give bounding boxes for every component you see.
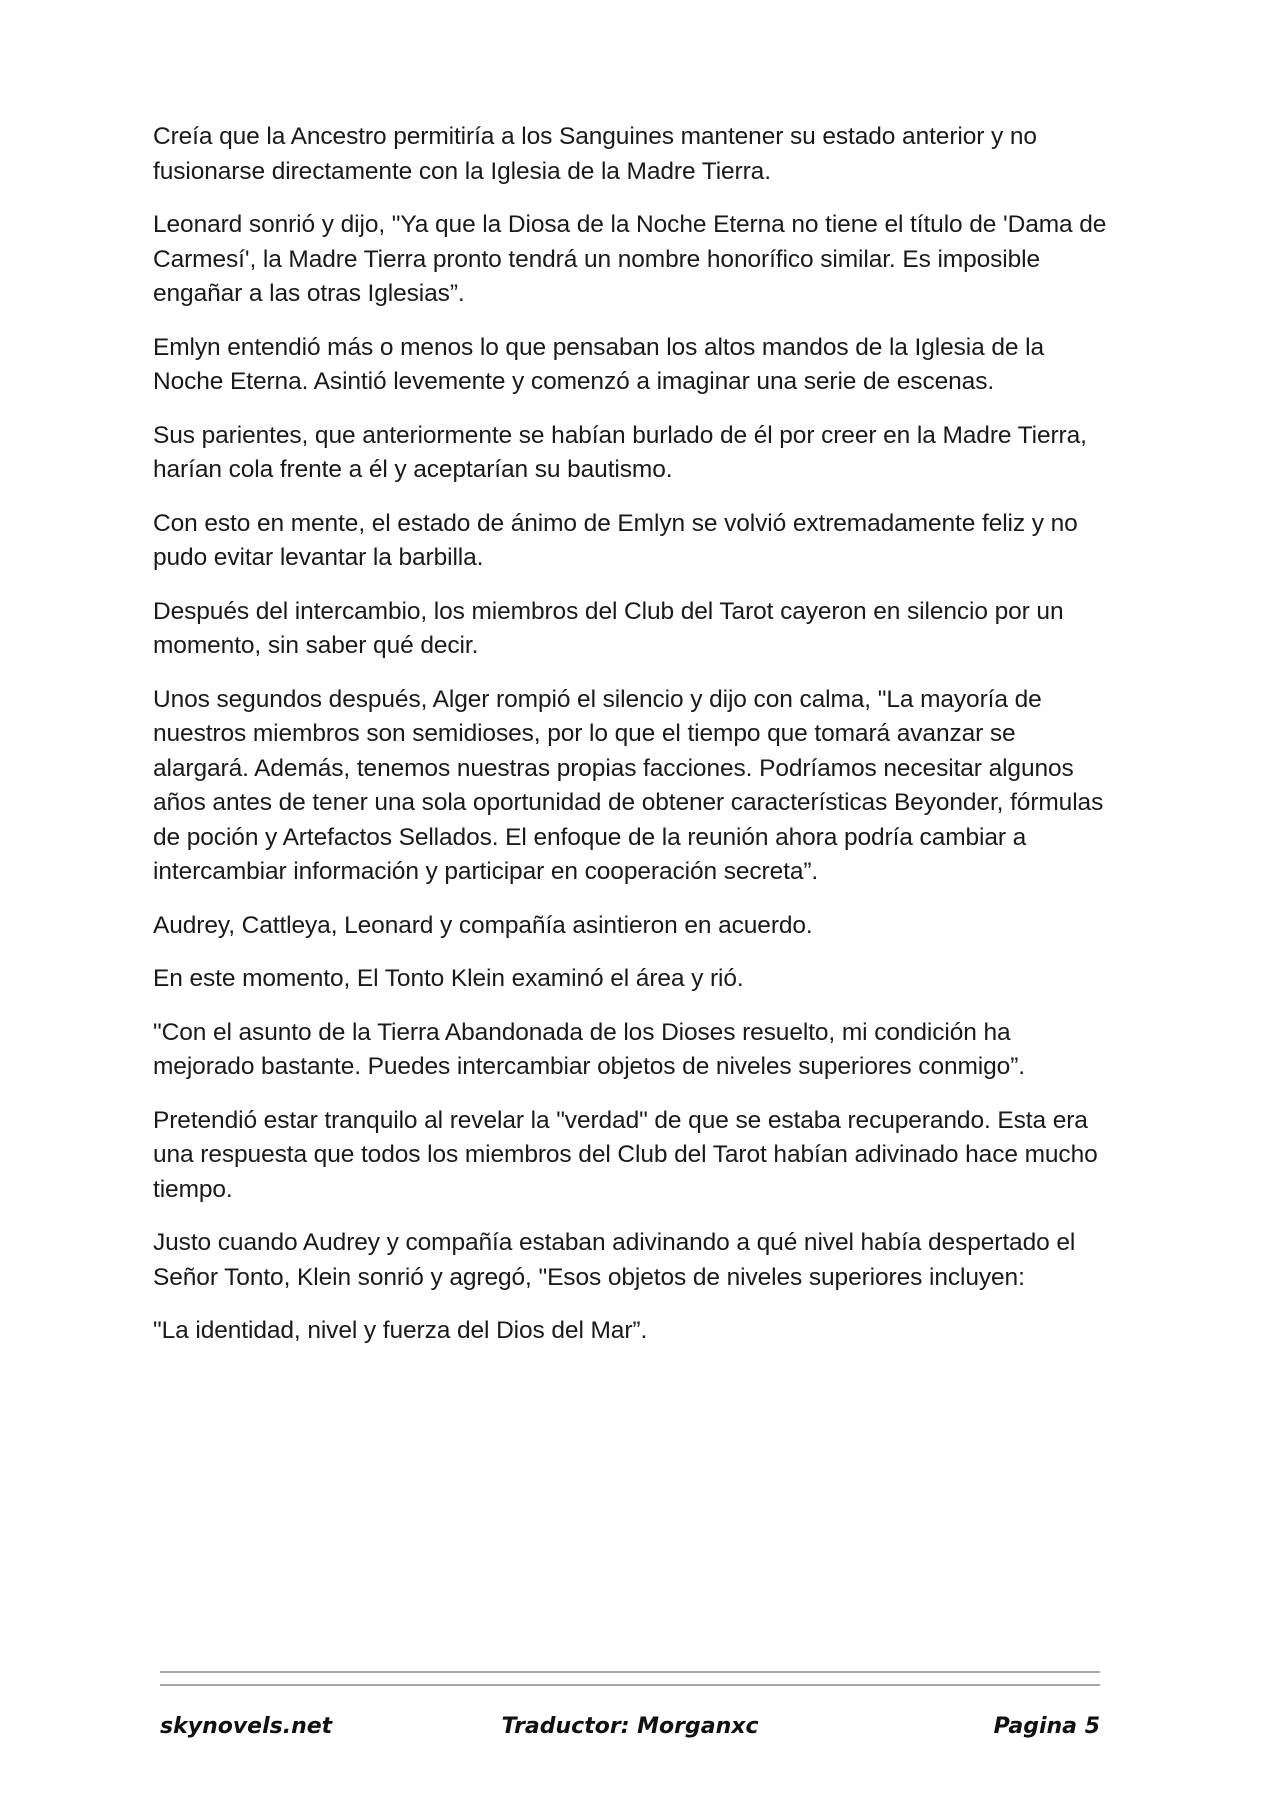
footer-site: skynovels.net <box>160 1714 333 1739</box>
footer-page-number: Pagina 5 <box>993 1714 1100 1739</box>
paragraph: Pretendió estar tranquilo al revelar la "verdad" de que se estaba recuperando. Esta era una respuesta que todos los miembros del Club del Tarot habían adivinado hace mucho tiempo. <box>153 1106 1098 1203</box>
page-body <box>153 120 1113 1368</box>
footer-divider <box>160 1671 1100 1697</box>
paragraph: Unos segundos después, Alger rompió el silencio y dijo con calma, "La mayoría de nuestros miembros son semidioses, por lo que el tiempo que tomará avanzar se alargará. Además, tenemos nuestras propias facciones. Podríamos necesitar algunos años antes de tener una sola oportunidad de obtener características Beyonder, fórmulas de poción y Artefactos Sellados. El enfoque de la reunión ahora podría cambiar a intercambiar información y participar en cooperación secreta”. <box>153 685 1104 885</box>
paragraph: Con esto en mente, el estado de ánimo de Emlyn se volvió extremadamente feliz y no pudo evitar levantar la barbilla. <box>153 509 1078 571</box>
footer-translator: Traductor: Morganxc <box>501 1714 759 1739</box>
paragraph: "Con el asunto de la Tierra Abandonada de los Dioses resuelto, mi condición ha mejorado bastante. Puedes intercambiar objetos de niveles superiores conmigo”. <box>153 1018 1025 1080</box>
footer-rule-top <box>160 1671 1100 1673</box>
paragraph: Emlyn entendió más o menos lo que pensaban los altos mandos de la Iglesia de la Noche Eterna. Asintió levemente y comenzó a imaginar una serie de escenas. <box>153 333 1044 395</box>
paragraph: Leonard sonrió y dijo, "Ya que la Diosa de la Noche Eterna no tiene el título de 'Dama de Carmesí', la Madre Tierra pronto tendrá un nombre honorífico similar. Es imposible engañar a las otras Iglesias”. <box>153 211 1107 307</box>
paragraph: En este momento, El Tonto Klein examinó el área y rió. <box>153 965 744 992</box>
paragraph: Después del intercambio, los miembros del Club del Tarot cayeron en silencio por un momento, sin saber qué decir. <box>153 597 1064 659</box>
paragraph: Audrey, Cattleya, Leonard y compañía asintieron en acuerdo. <box>153 911 813 939</box>
paragraph: "La identidad, nivel y fuerza del Dios del Mar”. <box>153 1317 648 1344</box>
paragraph: Sus parientes, que anteriormente se habían burlado de él por creer en la Madre Tierra, harían cola frente a él y aceptarían su bautismo. <box>153 421 1087 483</box>
footer-rule-bottom <box>160 1684 1100 1686</box>
page-footer <box>160 1714 1100 1748</box>
paragraph: Justo cuando Audrey y compañía estaban adivinando a qué nivel había despertado el Señor Tonto, Klein sonrió y agregó, "Esos objetos de niveles superiores incluyen: <box>153 1229 1076 1291</box>
paragraph: Creía que la Ancestro permitiría a los Sanguines mantener su estado anterior y no fusionarse directamente con la Iglesia de la Madre Tierra. <box>153 123 1037 185</box>
